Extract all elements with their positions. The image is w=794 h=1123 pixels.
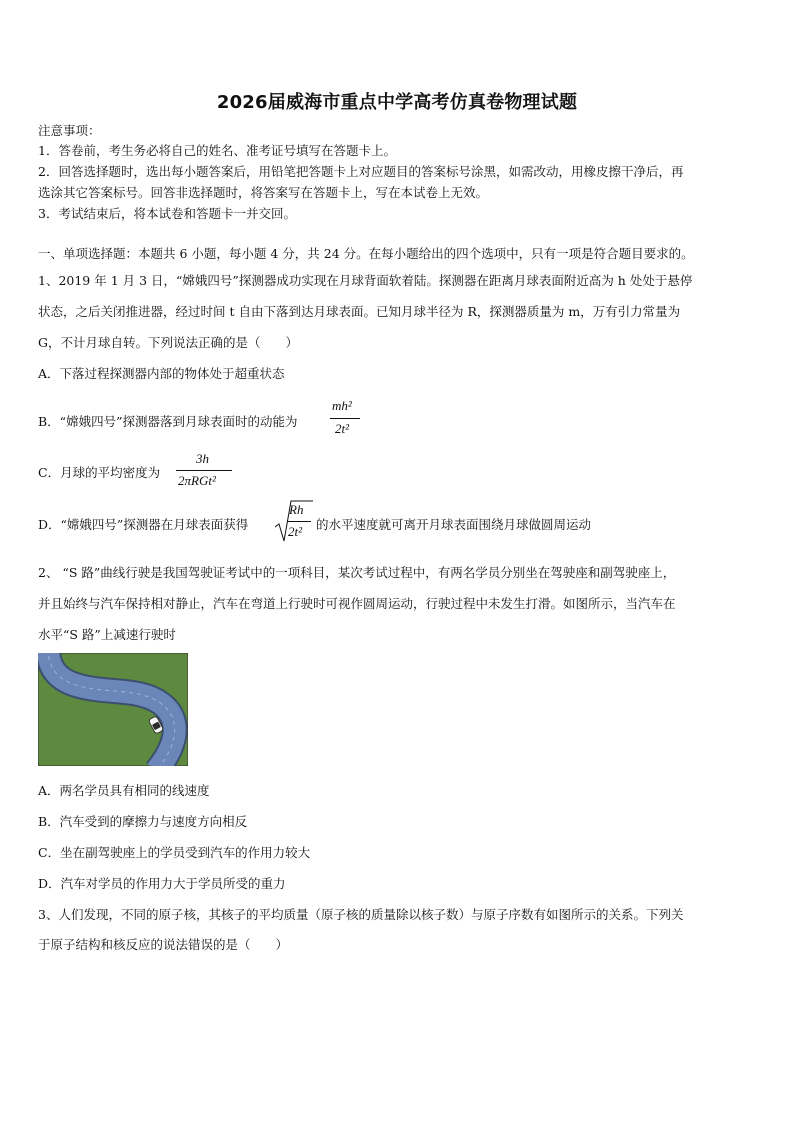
section-heading: 一、单项选择题：本题共 6 小题，每小题 4 分，共 24 分。在每小题给出的四个选项中，只有一项是符合题目要求的。 xyxy=(38,246,694,261)
q2-option-d: D．汽车对学员的作用力大于学员所受的重力 xyxy=(38,876,286,891)
q1-option-d-denominator: 2t² xyxy=(288,524,303,539)
q1-option-b-numerator: mh² xyxy=(332,398,352,413)
q1-option-a: A．下落过程探测器内部的物体处于超重状态 xyxy=(38,366,285,381)
notice-item-2-line1: 2．回答选择题时，选出每小题答案后，用铅笔把答题卡上对应题目的答案标号涂黑，如需改动，用橡皮擦干净后，再 xyxy=(38,164,684,179)
notice-heading: 注意事项： xyxy=(38,123,101,138)
q2-stem-line1: 2、 “S 路”曲线行驶是我国驾驶证考试中的一项科目，某次考试过程中，有两名学员分别坐在驾驶座和副驾驶座上， xyxy=(38,565,676,580)
q2-stem-line2: 并且始终与汽车保持相对静止，汽车在弯道上行驶时可视作圆周运动，行驶过程中未发生打滑。如图所示，当汽车在 xyxy=(38,596,676,611)
q1-stem-line3: G，不计月球自转。下列说法正确的是（ ） xyxy=(38,335,298,350)
q1-option-b-denominator: 2t² xyxy=(335,421,350,436)
q1-option-d-tail: 的水平速度就可离开月球表面围绕月球做圆周运动 xyxy=(316,517,592,532)
q1-option-c-denominator: 2πRGt² xyxy=(178,473,216,488)
notice-item-1: 1．答卷前，考生务必将自己的姓名、准考证号填写在答题卡上。 xyxy=(38,143,396,158)
s-road-figure xyxy=(38,653,188,766)
q2-option-c: C．坐在副驾驶座上的学员受到汽车的作用力较大 xyxy=(38,845,311,860)
q2-option-b: B．汽车受到的摩擦力与速度方向相反 xyxy=(38,814,248,829)
q1-option-b-text: B．“嫦娥四号”探测器落到月球表面时的动能为 xyxy=(38,414,298,429)
q3-stem-line2: 于原子结构和核反应的说法错误的是（ ） xyxy=(38,937,289,952)
fraction-bar xyxy=(330,418,360,419)
q3-stem-line1: 3、人们发现，不同的原子核，其核子的平均质量（原子核的质量除以核子数）与原子序数有如图所示的关系。下列关 xyxy=(38,907,684,922)
page-title: 2026届威海市重点中学高考仿真卷物理试题 xyxy=(216,92,578,113)
q2-stem-line3: 水平“S 路”上减速行驶时 xyxy=(38,627,176,642)
q1-option-d-numerator: Rh xyxy=(289,502,304,517)
notice-item-3: 3．考试结束后，将本试卷和答题卡一并交回。 xyxy=(38,206,296,221)
q1-stem-line2: 状态，之后关闭推进器，经过时间 t 自由下落到达月球表面。已知月球半径为 R，探测器质量为 m，万有引力常量为 xyxy=(38,304,681,319)
fraction-bar xyxy=(176,470,232,471)
q1-option-c-text: C．月球的平均密度为 xyxy=(38,465,161,480)
notice-item-2-line2: 选涂其它答案标号。回答非选择题时，将答案写在答题卡上，写在本试卷上无效。 xyxy=(38,185,489,200)
q1-option-d-text: D．“嫦娥四号”探测器在月球表面获得 xyxy=(38,517,249,532)
q1-stem-line1: 1、2019 年 1 月 3 日，“嫦娥四号”探测器成功实现在月球背面软着陆。探测器在距离月球表面附近高为 h 处处于悬停 xyxy=(38,273,693,288)
fraction-bar xyxy=(287,521,311,522)
q2-option-a: A．两名学员具有相同的线速度 xyxy=(38,783,210,798)
q1-option-c-numerator: 3h xyxy=(196,451,209,466)
